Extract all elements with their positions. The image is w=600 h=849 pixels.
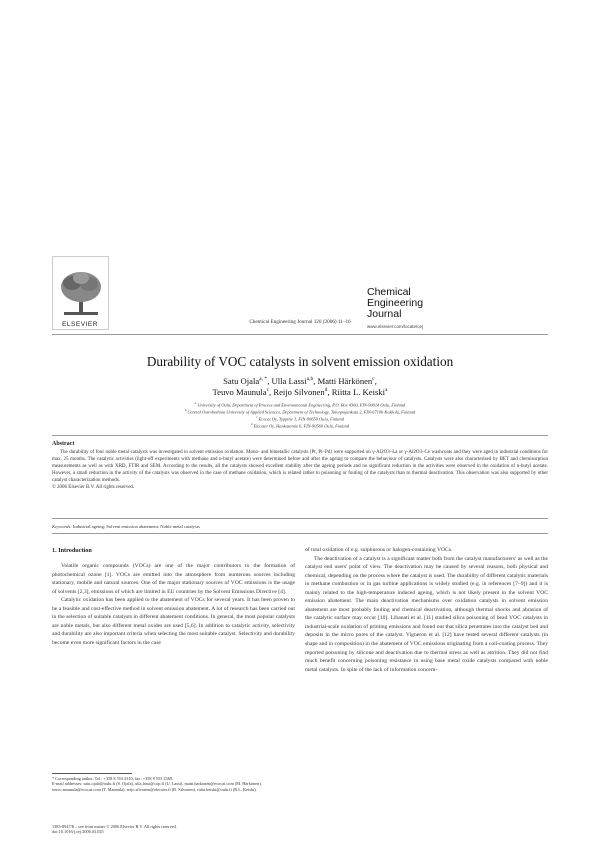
author-name: Matti Härkönen bbox=[317, 376, 373, 386]
author-name: Riitta L. Keiski bbox=[331, 387, 385, 397]
affiliation-sup: d bbox=[250, 422, 253, 426]
author-name: Satu Ojala bbox=[223, 376, 260, 386]
paragraph: The deactivation of a catalyst is a significant matter both from the catalyst manufacturers' as well as the catalyst end users' point of view. The deactivation may be caused by several reasons, both physical and chemical, depending on the process where the catalyst is used. The durability of different catalytic materials in methane combustion or in gas turbine applications is widely studied (e.g. in references [7–9]) and it is mainly related to the high-temperature induced ageing, which is not likely present in the solvent VOC emission abatement. The main deactivation mechanisms over oxidation catalysts in solvent emission abatement are most probably fouling and chemical deactivation, although thermal shocks and abrasion of the catalytic surface may occur [10]. Libanati et al. [11] studied silica poisoning of bead VOC catalysts in industrial-scale oxidation of printing emissions and found out that silica penetrates into the catalyst bed and deposits in the micro pores of the catalyst. Vigneron et al. [12] have tested several different catalysts (in shape and in composition) in the abatement of VOC emissions originating from a coil-coating process. They reported poisoning by silicone and deactivation due to thermal stress as well as attrition. They did not find much benefit concerning poisoning resistance in using base metal oxide catalysts compared with noble metal catalysts. In spite of the lack of information concern- bbox=[305, 555, 548, 673]
affiliation-text: Ecocat Oy, Typpitie 1, FIN-90650 Oulu, Finland bbox=[258, 416, 344, 422]
affiliation-sup: a bbox=[194, 401, 197, 405]
paragraph: Volatile organic compounds (VOCs) are one of the major contributors to the formation of photochemical ozone [1]. VOCs are emitted into the atmosphere from numerous sources including stationary, mobile and natural sources. One of the major stationary sources of VOC emissions is the usage of solvents [2,3], emissions of which are limited in EU countries by the Solvent Emissions Directive [4]. bbox=[52, 563, 295, 595]
footnotes bbox=[52, 776, 295, 792]
affiliation-text: Elecster Oy, Hankasentie 6, FIN-90560 Oulu, Finland bbox=[253, 423, 350, 429]
corresponding-author-note: * Corresponding author. Tel.: +358 8 553 2310; fax: +358 8 553 2369. bbox=[52, 776, 174, 781]
author-sup: c bbox=[372, 376, 375, 383]
journal-url[interactable]: www.elsevier.com/locate/cej bbox=[367, 324, 424, 329]
doi-line[interactable]: doi:10.1016/j.cej.2006.03.025 bbox=[52, 829, 104, 835]
abstract-heading: Abstract bbox=[52, 441, 75, 447]
section-heading: 1. Introduction bbox=[52, 547, 92, 554]
issn-line: 1385-8947/$ – see front matter © 2006 Elsevier B.V. All rights reserved. bbox=[52, 824, 177, 829]
journal-logo-line1: Chemical bbox=[367, 286, 411, 298]
publisher-name: ELSEVIER bbox=[62, 321, 98, 328]
authors-line-1: Satu Ojala$^{a, *}$, Ulla Lassi$^{a,b}$, Matti Härkönen$^c$, bbox=[223, 376, 377, 386]
affiliation bbox=[0, 422, 600, 428]
journal-logo bbox=[367, 287, 431, 330]
keywords bbox=[52, 524, 200, 529]
abstract-body bbox=[52, 450, 548, 491]
paper-title: Durability of VOC catalysts in solvent emission oxidation bbox=[146, 354, 454, 369]
keywords-rule bbox=[52, 518, 548, 519]
keywords-label: Keywords: bbox=[52, 524, 72, 529]
affiliation-text: Central Ostrobothnia University of Applied Sciences, Department of Technology, Talonpojankatu 2, FIN-67100 Kokkola, Finland bbox=[187, 409, 416, 415]
header-rule bbox=[52, 334, 548, 335]
keywords-bottom-rule bbox=[52, 533, 548, 534]
front-matter-footer bbox=[52, 824, 295, 835]
author-sup: a bbox=[385, 387, 388, 394]
journal-citation: Chemical Engineering Journal 120 (2006) 11–16 bbox=[249, 319, 351, 325]
abstract-top-rule bbox=[52, 435, 548, 436]
keywords-text: Industrial ageing; Solvent emission abatement; Noble metal catalysts bbox=[72, 524, 200, 529]
journal-logo-line3: Journal bbox=[367, 308, 402, 320]
affiliation-text: University of Oulu, Department of Process and Environmental Engineering, P.O. Box 4300, FIN-90014 Oulu, Finland bbox=[197, 402, 406, 408]
journal-logo-line2: Engineering bbox=[367, 297, 424, 309]
footnote-rule bbox=[52, 773, 132, 774]
author-name: Reijo Silvonen bbox=[273, 387, 325, 397]
author-sup: c bbox=[266, 387, 270, 394]
left-column bbox=[52, 562, 295, 647]
affiliation bbox=[0, 401, 600, 407]
affiliation bbox=[0, 408, 600, 414]
author-sup: a,b bbox=[306, 376, 314, 383]
abstract-text: The durability of four noble metal catalysts was investigated in solvent emission oxidation. Mono- and bimetallic catalysts (Pt, Pt–Pd) were supported on γ-Al2O3–La or γ-Al2O3–Ce washcoats and they were aged in industrial conditions for max. 25 months. The catalytic activities (light-off experiments with methane and n-butyl acetate) were determined before and after the ageing to compare the behaviour of catalysts. Catalysts were also characterised by BET and chemisorption measurements as well as with XRD, FTIR and SEM. According to the results, all the catalysts showed excellent stability after the ageing periods and no significant reduction in the activities were observed in the oxidation of n-butyl acetate. However, a small reduction in the activity of the catalysts was observed in the case of methane oxidation, which is related rather to poisoning or fouling of the catalysts than to thermal deactivation. This observation was also supported by other catalyst characterization methods. bbox=[52, 450, 548, 483]
authors-line-2: Teuvo Maunula$^c$, Reijo Silvonen$^d$, Riitta L. Keiski$^a$ bbox=[212, 387, 388, 397]
abstract-copyright: © 2006 Elsevier B.V. All rights reserved. bbox=[52, 484, 135, 490]
author-sup: a, * bbox=[259, 376, 268, 383]
author-name: Teuvo Maunula bbox=[212, 387, 267, 397]
author-sup: d bbox=[324, 387, 328, 394]
author-name: Ulla Lassi bbox=[271, 376, 307, 386]
affiliation bbox=[0, 415, 600, 421]
paragraph: of total oxidation of e.g. sulphurous or halogen-containing VOCs. bbox=[305, 547, 453, 553]
affiliation-sup: b bbox=[184, 408, 187, 412]
email-addresses[interactable]: E-mail addresses: satu.ojala@oulu.fi (S. Ojala), ulla.lassi@cop.fi (U. Lassi), matti.harkonen@ecocat.com (M. Härkönen), teuvo.maunula@ecocat.com (T. Maunula), reijo.silvonen@elecster.fi (R. Silvonen), riitta.keiski@oulu.fi (R.L. Keiski). bbox=[52, 781, 262, 792]
affiliation-sup: c bbox=[256, 415, 258, 419]
elsevier-tree-icon bbox=[56, 269, 106, 317]
right-column bbox=[305, 546, 548, 674]
paragraph: Catalytic oxidation has been applied to the abatement of VOCs for several years. It has been proven to be a feasible and cost-effective method in solvent emission abatement. A lot of research has been carried out in the selection of suitable catalysts in different abatement conditions. In general, the most popular catalysts are noble metals, but also different metal oxides are used [5,6]. In addition to catalytic activity, selectivity and durability are also important criteria when selecting the most suitable catalyst. Selectivity and durability become even more significant factors in the case bbox=[52, 597, 295, 646]
